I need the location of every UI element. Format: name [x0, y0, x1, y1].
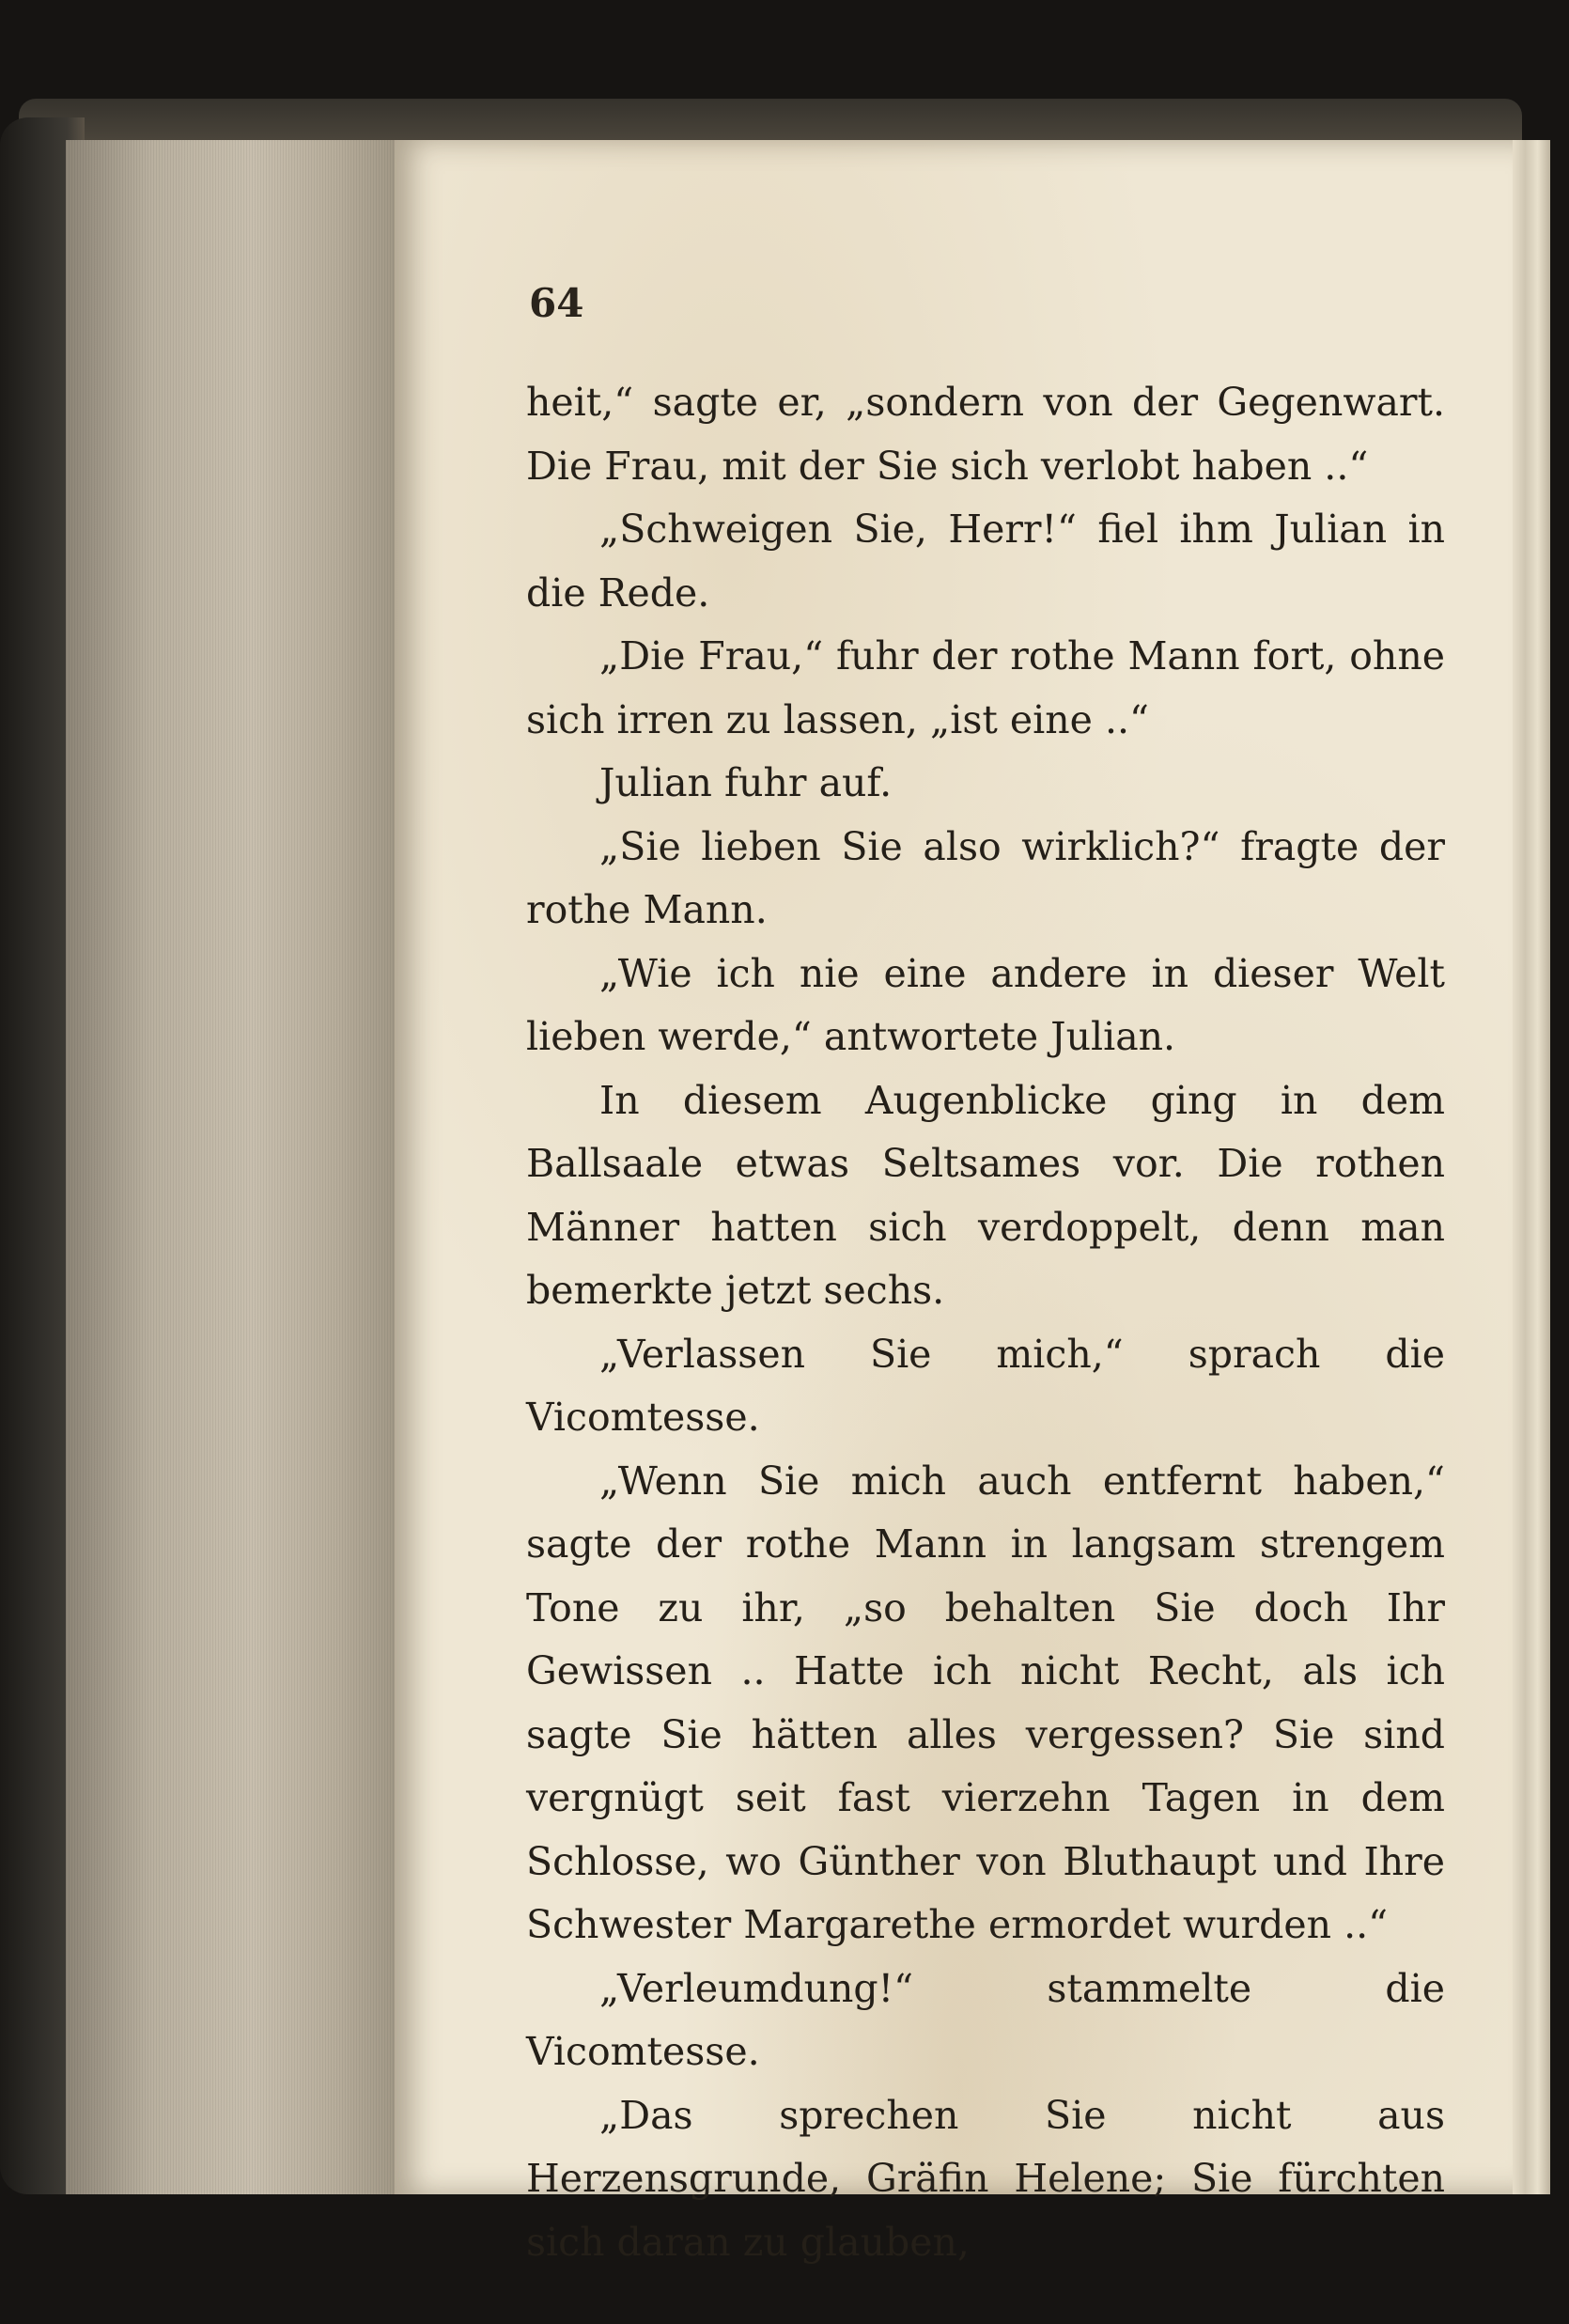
paragraph: In diesem Augenblicke ging in dem Ballsaale etwas Seltsames vor. Die rothen Männer hatten sich verdoppelt, denn man bemerkte jetzt sechs.: [526, 1077, 1445, 1313]
paragraph: „Die Frau,“ fuhr der rothe Mann fort, ohne sich irren zu lassen, „ist eine ..“: [526, 633, 1445, 742]
paragraph: „Wenn Sie mich auch entfernt haben,“ sagte der rothe Mann in langsam strengem Tone zu ihr, „so behalten Sie doch Ihr Gewissen .. Hatte ich nicht Recht, als ich sagte Sie hätten alles vergessen? Sie sind vergnügt seit fast vierzehn Tagen in dem Schlosse, wo Günther von Bluthaupt und Ihre Schwester Margarethe ermordet wurden ..“: [526, 1458, 1445, 1947]
paragraph: „Das sprechen Sie nicht aus Herzensgrunde, Gräfin Helene; Sie fürchten sich daran zu glauben,: [526, 2092, 1445, 2265]
paragraph: „Sie lieben Sie also wirklich?“ fragte der rothe Mann.: [526, 823, 1445, 932]
paragraph: „Schweigen Sie, Herr!“ fiel ihm Julian in die Rede.: [526, 507, 1445, 616]
page-number: 64: [529, 280, 584, 326]
facing-page-edge: [1513, 140, 1550, 2194]
page-edges-stack: [66, 140, 404, 2194]
paragraph: Julian fuhr auf.: [599, 760, 893, 805]
paragraph: „Verlassen Sie mich,“ sprach die Vicomtesse.: [526, 1331, 1445, 1440]
page-text: [526, 371, 1445, 2274]
paragraph: heit,“ sagte er, „sondern von der Gegenwart. Die Frau, mit der Sie sich verlobt haben ..“: [526, 380, 1445, 489]
paragraph: „Verleumdung!“ stammelte die Vicomtesse.: [526, 1965, 1445, 2074]
paragraph: „Wie ich nie eine andere in dieser Welt lieben werde,“ antwortete Julian.: [526, 950, 1445, 1059]
book-cover-top: [19, 99, 1522, 144]
